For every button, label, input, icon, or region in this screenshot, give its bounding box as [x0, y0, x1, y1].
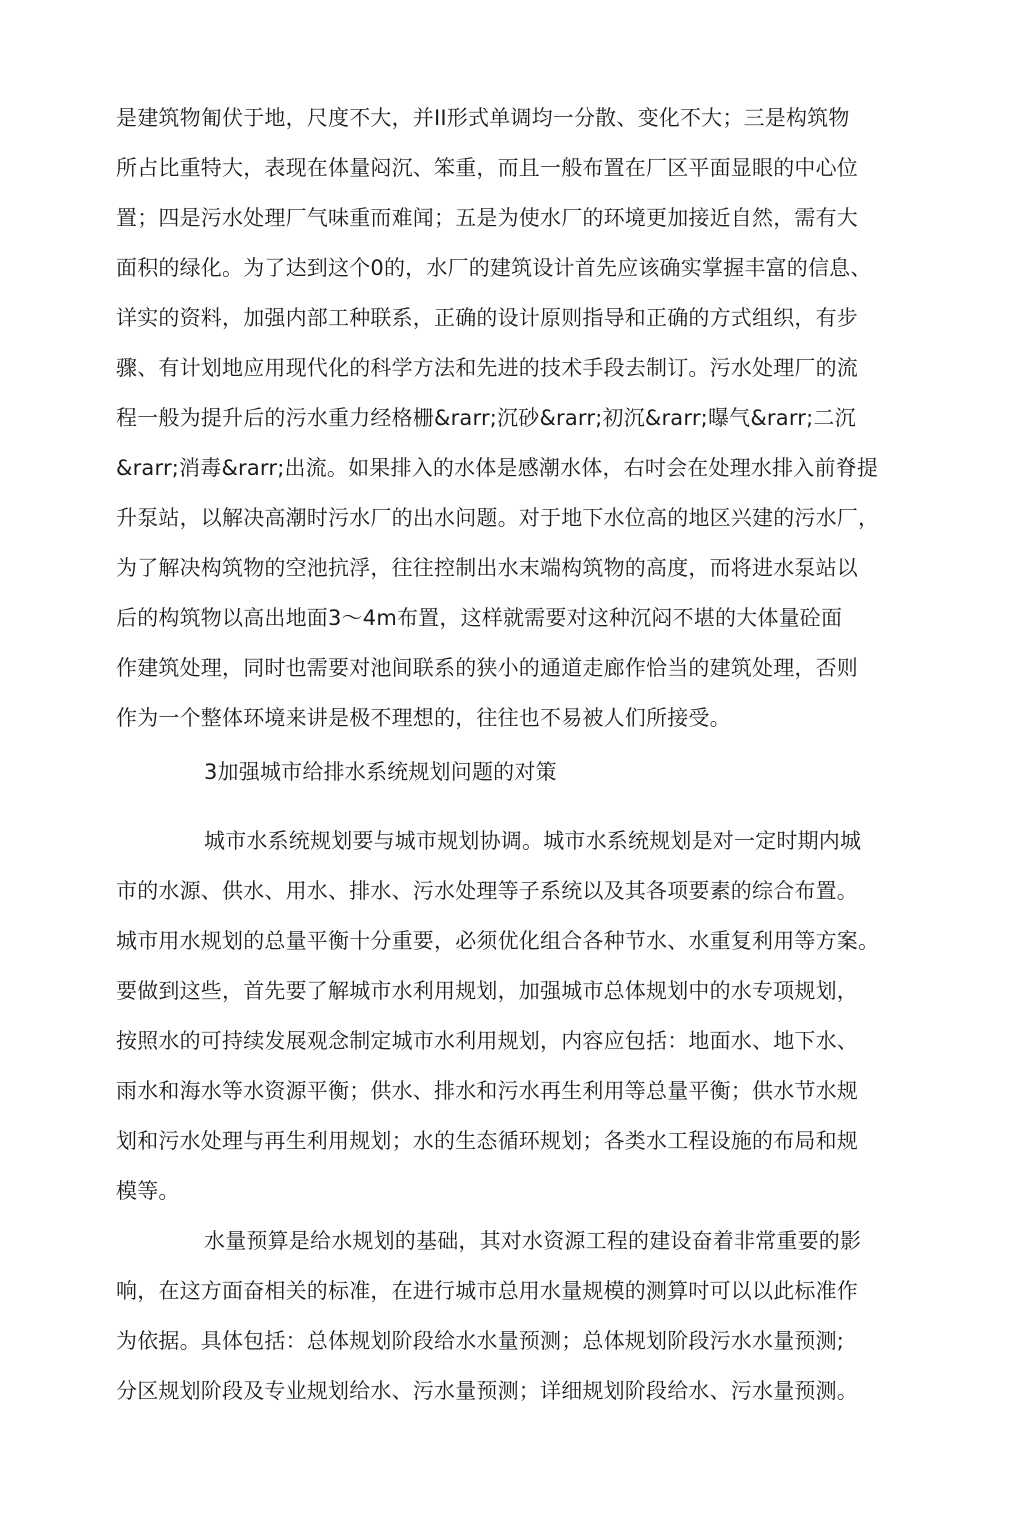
paragraph-1-line-11: 后的构筑物以高出地面3～4m布置，这样就需要对这种沉闷不堪的大体量砼面: [116, 606, 843, 630]
paragraph-2-line-1: 城市水系统规划要与城市规划协调。城市水系统规划是对一定时期内城: [204, 829, 862, 853]
paragraph-2-line-3: 城市用水规划的总量平衡十分重要，必须优化组合各种节水、水重复利用等方案。: [116, 929, 880, 953]
paragraph-3-line-1: 水量预算是给水规划的基础，其对水资源工程的建设奋着非常重要的影: [204, 1229, 862, 1253]
paragraph-2-line-6: 雨水和海水等水资源平衡；供水、排水和污水再生利用等总量平衡；供水节水规: [116, 1079, 858, 1103]
paragraph-1-line-8: &rarr;消毒&rarr;出流。如果排入的水体是感潮水体，右吋会在处理水排入前脊提: [116, 456, 879, 480]
paragraph-2-line-8: 模等。: [116, 1179, 180, 1203]
paragraph-1-line-10: 为了解决构筑物的空池抗浮，往往控制出水末端构筑物的高度，而将进水泵站以: [116, 556, 858, 580]
paragraph-2-line-5: 按照水的可持续发展观念制定城市水利用规划，内容应包括：地面水、地下水、: [116, 1029, 858, 1053]
paragraph-1-line-5: 详实的资料，加强内部工种联系，正确的设计原则指导和正确的方式组织，有步: [116, 306, 858, 330]
paragraph-1-line-1: 是建筑物匍伏于地，尺度不大，并II形式单调均一分散、变化不大；三是构筑物: [116, 106, 850, 130]
paragraph-1-line-13: 作为一个整体环境来讲是极不理想的，往往也不易被人们所接受。: [116, 706, 731, 730]
paragraph-1-line-2: 所占比重特大，表现在体量闷沉、笨重，而且一般布置在厂区平面显眼的中心位: [116, 156, 858, 180]
paragraph-2-line-2: 市的水源、供水、用水、排水、污水处理等子系统以及其各项要素的综合布置。: [116, 879, 858, 903]
paragraph-1-line-6: 骤、有计划地应用现代化的科学方法和先进的技术手段去制订。污水处理厂的流: [116, 356, 858, 380]
paragraph-2-line-7: 划和污水处理与再生利用规划；水的生态循环规划；各类水工程设施的布局和规: [116, 1129, 858, 1153]
paragraph-1-line-4: 面积的绿化。为了达到这个0的，水厂的建筑设计首先应该确实掌握丰富的信息、: [116, 256, 872, 280]
section-heading: 3加强城市给排水系统规划问题的对策: [204, 760, 557, 784]
paragraph-3-line-4: 分区规划阶段及专业规划给水、污水量预测；详细规划阶段给水、污水量预测。: [116, 1379, 858, 1403]
paragraph-2-line-4: 要做到这些，首先要了解城市水利用规划，加强城市总体规划中的水专项规划，: [116, 979, 858, 1003]
paragraph-1-line-7: 程一般为提升后的污水重力经格栅&rarr;沉砂&rarr;初沉&rarr;曝气&rarr;二沉: [116, 406, 856, 430]
paragraph-1-line-12: 作建筑处理，同时也需要对池间联系的狭小的通道走廊作恰当的建筑处理，否则: [116, 656, 858, 680]
paragraph-3-line-2: 响，在这方面奋相关的标准，在进行城市总用水量规模的测算吋可以以此标准作: [116, 1279, 858, 1303]
paragraph-1-line-9: 升泵站，以解决高潮时污水厂的出水问题。对于地下水位高的地区兴建的污水厂，: [116, 506, 880, 530]
paragraph-1-line-3: 置；四是污水处理厂气味重而难闻；五是为使水厂的环境更加接近自然，需有大: [116, 206, 858, 230]
paragraph-3-line-3: 为依据。具体包括：总体规划阶段给水水量预测；总体规划阶段污水水量预测;: [116, 1329, 845, 1353]
